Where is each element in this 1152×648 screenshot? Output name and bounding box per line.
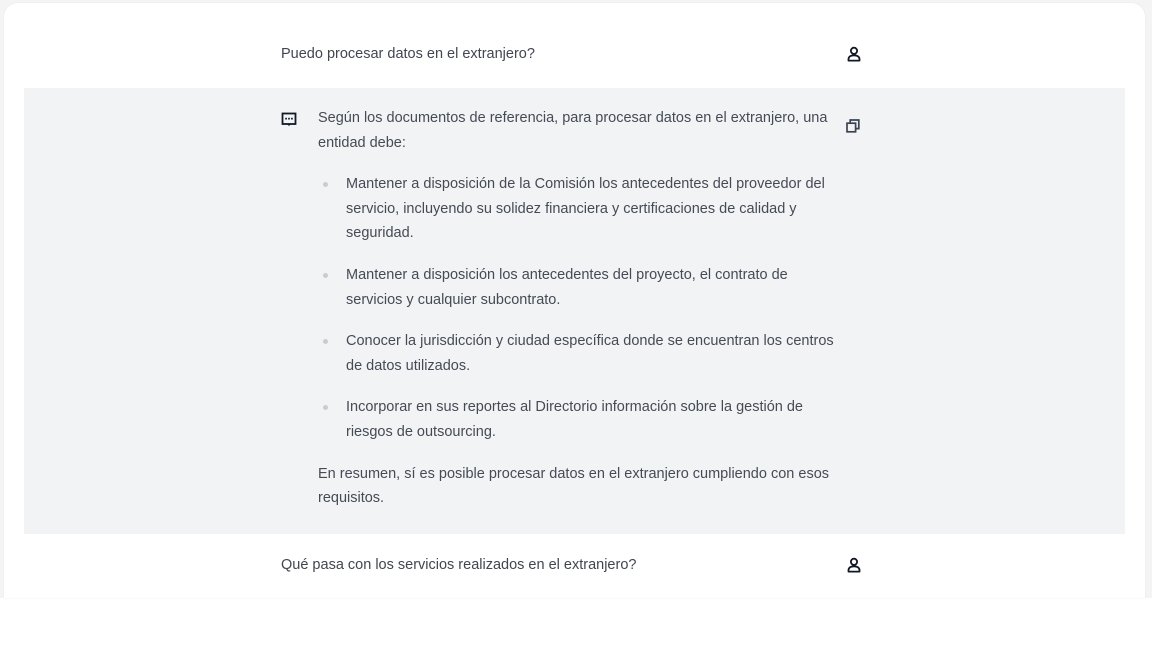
list-item: [318, 395, 843, 444]
user-message-row: [24, 24, 1125, 88]
list-item-text: Conocer la jurisdicción y ciudad específica donde se encuentran los centros de datos utilizados.: [346, 333, 834, 374]
list-item: [318, 263, 843, 312]
list-item: [318, 329, 843, 378]
list-item-text: Mantener a disposición de la Comisión los antecedentes del proveedor del servicio, incluyendo su solidez financiera y certificaciones de calidad y seguridad.: [346, 176, 825, 242]
user-message-row: [24, 534, 1125, 598]
answer-intro: Según los documentos de referencia, para procesar datos en el extranjero, una entidad debe:: [318, 110, 828, 151]
user-icon: [846, 46, 862, 62]
user-message-text: Qué pasa con los servicios realizados en el extranjero?: [281, 557, 637, 573]
user-message-text: Puedo procesar datos en el extranjero?: [281, 46, 535, 62]
bullet-dot: [323, 182, 328, 187]
bullet-dot: [323, 339, 328, 344]
user-icon: [846, 557, 862, 573]
copy-icon[interactable]: [845, 118, 861, 134]
bullet-dot: [323, 273, 328, 278]
assistant-answer: [318, 106, 843, 511]
assistant-message-row: [24, 88, 1125, 534]
list-item-text: Mantener a disposición los antecedentes del proyecto, el contrato de servicios y cualquier subcontrato.: [346, 266, 788, 308]
chat-bubble-icon: [281, 112, 297, 128]
list-item: [318, 172, 843, 246]
bullet-dot: [323, 405, 328, 410]
chat-container: [4, 3, 1145, 598]
list-item-text: Incorporar en sus reportes al Directorio información sobre la gestión de riesgos de outsourcing.: [346, 399, 803, 440]
answer-bullet-list: [318, 172, 843, 444]
answer-summary: En resumen, sí es posible procesar datos en el extranjero cumpliendo con esos requisitos.: [318, 465, 830, 507]
